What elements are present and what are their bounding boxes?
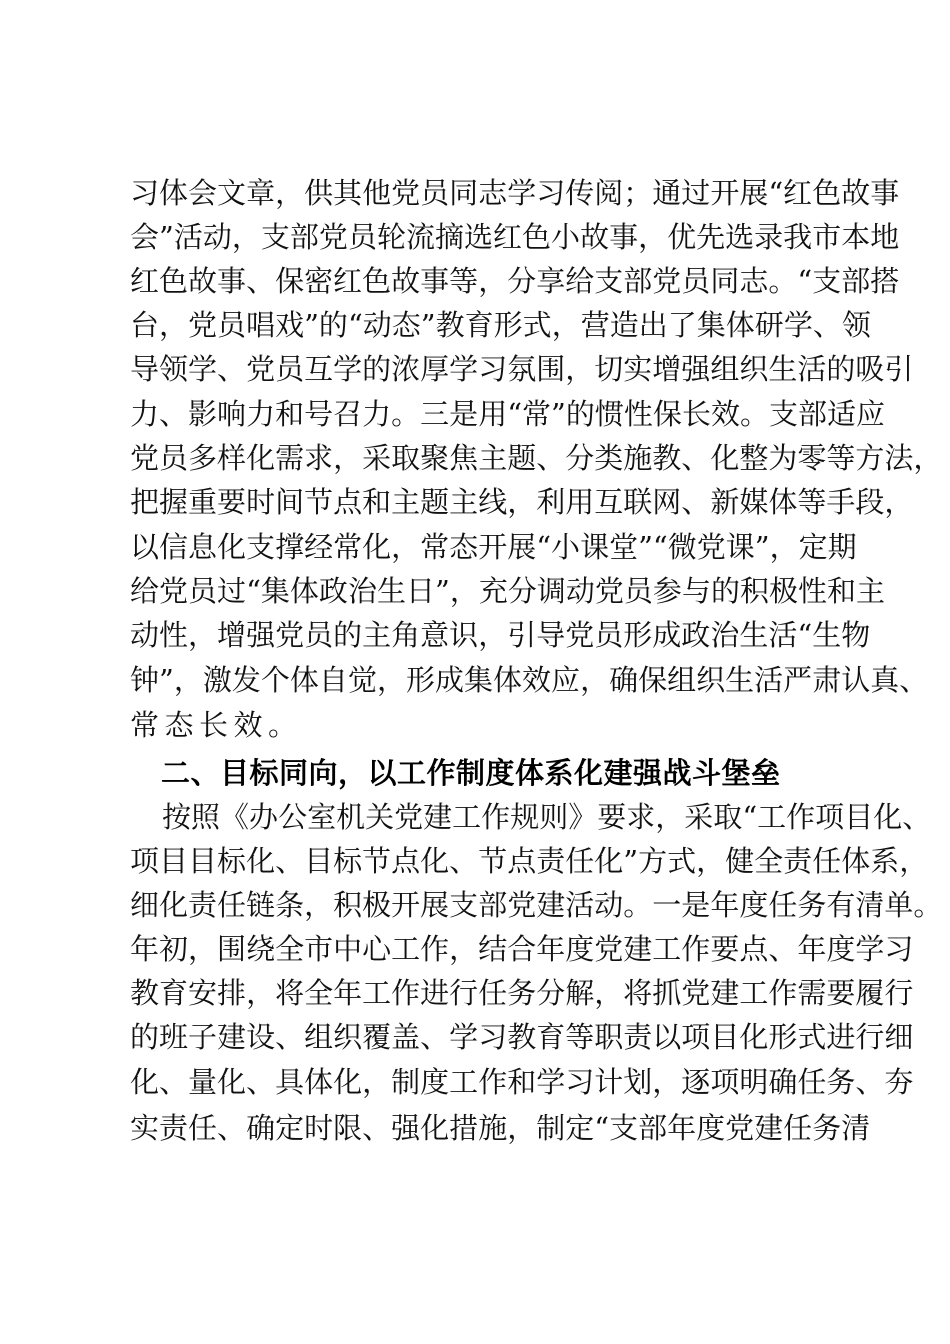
text-line: 力 、 影 响 力 和 号 召 力 。 三 是 用 “ 常 ” 的 惯 性 保 长 效 。 支 部 适 应 — [130, 397, 886, 431]
text-line: 常态长效。 — [130, 708, 303, 742]
text-line: 以 信 息 化 支 撑 经 常 化 ， 常 态 开 展 “ 小 课 堂 ” “ 微 党 课 ” ， 定 期 — [130, 530, 857, 564]
section-heading: 二、目标同向，以工作制度体系化建强战斗堡垒 — [161, 756, 781, 790]
text-line: 钟 ” ， 激 发 个 体 自 觉 ， 形 成 集 体 效 应 ， 确 保 组 织 生 活 严 肃 认 真 、 — [130, 663, 929, 697]
text-line: 按 照 《 办 公 室 机 关 党 建 工 作 规 则 》 要 求 ， 采 取 “ 工 作 项 目 化 、 — [162, 800, 932, 834]
text-line: 动 性 ， 增 强 党 员 的 主 角 意 识 ， 引 导 党 员 形 成 政 治 生 活 “ 生 物 — [130, 618, 871, 652]
text-line: 习 体 会 文 章 ， 供 其 他 党 员 同 志 学 习 传 阅 ； 通 过 开 展 “ 红 色 故 事 — [130, 176, 900, 210]
text-line: 台 ， 党 员 唱 戏 ” 的 “ 动 态 ” 教 育 形 式 ， 营 造 出 了 集 体 研 学 、 领 — [130, 308, 871, 342]
text-line: 的 班 子 建 设 、 组 织 覆 盖 、 学 习 教 育 等 职 责 以 项 目 化 形 式 进 行 细 — [130, 1020, 914, 1054]
text-line: 化 、 量 化 、 具 体 化 ， 制 度 工 作 和 学 习 计 划 ， 逐 项 明 确 任 务 、 夯 — [130, 1065, 914, 1099]
text-line: 给 党 员 过 “ 集 体 政 治 生 日 ” ， 充 分 调 动 党 员 参 与 的 积 极 性 和 主 — [130, 574, 886, 608]
text-line: 教 育 安 排 ， 将 全 年 工 作 进 行 任 务 分 解 ， 将 抓 党 建 工 作 需 要 履 行 — [130, 976, 914, 1010]
text-line: 会 ” 活 动 ， 支 部 党 员 轮 流 摘 选 红 色 小 故 事 ， 优 先 选 录 我 市 本 地 — [130, 220, 900, 254]
text-line: 年 初 ， 围 绕 全 市 中 心 工 作 ， 结 合 年 度 党 建 工 作 要 点 、 年 度 学 习 — [130, 932, 914, 966]
text-line: 把 握 重 要 时 间 节 点 和 主 题 主 线 ， 利 用 互 联 网 、 新 媒 体 等 手 段 ， — [130, 485, 914, 519]
text-line: 项 目 目 标 化 、 目 标 节 点 化 、 节 点 责 任 化 ” 方 式 ， 健 全 责 任 体 系 ， — [130, 844, 929, 878]
text-line: 实 责 任 、 确 定 时 限 、 强 化 措 施 ， 制 定 “ 支 部 年 度 党 建 任 务 清 — [130, 1111, 871, 1145]
text-line: 党 员 多 样 化 需 求 ， 采 取 聚 焦 主 题 、 分 类 施 教 、 化 整 为 零 等 方 法 ， — [130, 441, 943, 475]
text-line: 导 领 学 、 党 员 互 学 的 浓 厚 学 习 氛 围 ， 切 实 增 强 组 织 生 活 的 吸 引 — [130, 352, 914, 386]
text-line: 细 化 责 任 链 条 ， 积 极 开 展 支 部 党 建 活 动 。 一 是 年 度 任 务 有 清 单 。 — [130, 888, 943, 922]
text-line: 红 色 故 事 、 保 密 红 色 故 事 等 ， 分 享 给 支 部 党 员 同 志 。 “ 支 部 搭 — [130, 264, 900, 298]
